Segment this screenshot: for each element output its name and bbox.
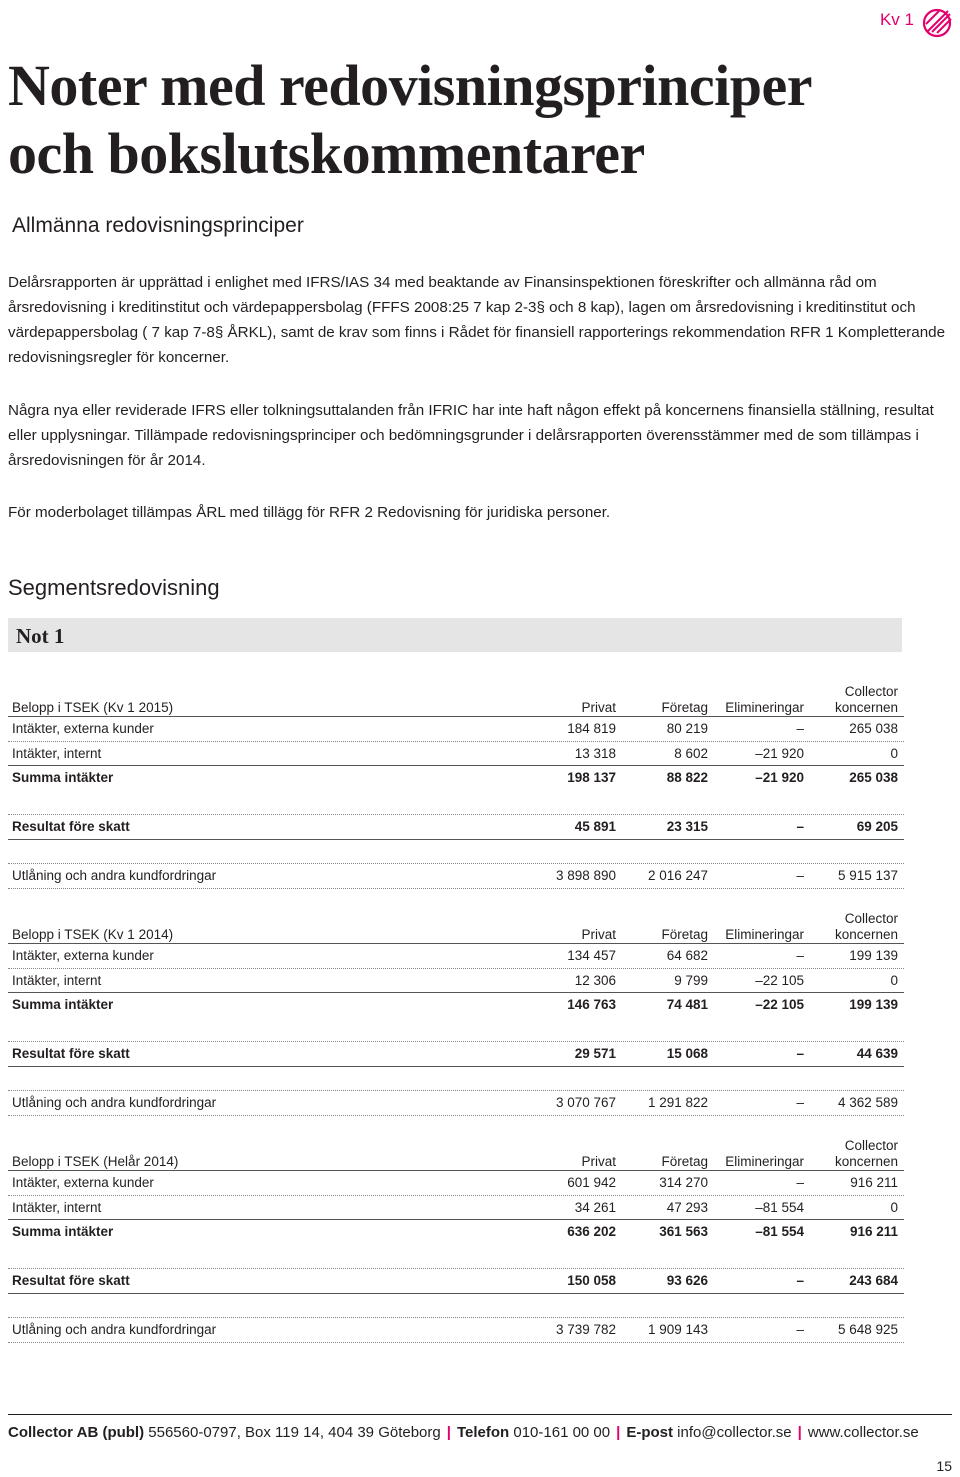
period-label: Kv 1 (879, 10, 914, 29)
row-value: 0 (890, 1199, 898, 1215)
row-value: 12 306 (574, 972, 616, 988)
table-header-row (8, 676, 904, 717)
row-value: – (796, 819, 804, 834)
column-header-elimineringar: Elimineringar (725, 700, 804, 715)
row-value: 184 819 (567, 721, 616, 736)
row-value: 0 (890, 972, 898, 988)
row-value: 64 682 (666, 948, 708, 963)
row-spacer (8, 1067, 904, 1092)
table-row-result-before-tax (8, 815, 904, 840)
row-value: 636 202 (567, 1224, 616, 1239)
page-title (8, 52, 948, 188)
table-row-lending (8, 1318, 904, 1343)
row-spacer (8, 1294, 904, 1319)
row-label: Intäkter, internt (12, 972, 102, 988)
table-row-result-before-tax (8, 1042, 904, 1067)
row-value: 74 481 (666, 997, 708, 1012)
row-value: 2 016 247 (647, 868, 708, 883)
row-value: 3 898 890 (555, 868, 616, 883)
column-header-privat: Privat (581, 700, 616, 715)
footer-email-link[interactable]: info@collector.se (677, 1424, 792, 1441)
table-row-internal (8, 969, 904, 994)
row-value: 88 822 (666, 770, 708, 785)
table-row-internal (8, 1196, 904, 1221)
row-value: 93 626 (666, 1273, 708, 1288)
row-value: –22 105 (755, 972, 804, 988)
row-label: Utlåning och andra kundfordringar (12, 868, 217, 883)
column-header-collector-koncernen (835, 1138, 898, 1170)
paragraph-3: För moderbolaget tillämpas ÅRL med tillägg för RFR 2 Redovisning för juridiska personer. (8, 504, 611, 521)
row-value: 5 648 925 (837, 1322, 898, 1337)
note-bar (8, 618, 902, 652)
paragraph-2: Några nya eller reviderade IFRS eller tolkningsuttalanden från IFRIC har inte haft någon effekt på koncernens finansiella ställning, resultat eller upplysningar. Tillämpade redovisningsprinciper och bedömningsgrunder i delårsrapporten överensstämmer med de som tillämpas i årsredovisningen för år 2014. (8, 402, 934, 469)
row-value: 150 058 (567, 1273, 616, 1288)
table-row-total-revenue (8, 1220, 904, 1245)
segment-table-q1-2014 (8, 903, 904, 1116)
page-number: 15 (936, 1458, 952, 1474)
column-header-collector: Collector (844, 684, 898, 699)
footer-separator: | (797, 1424, 802, 1441)
row-value: – (796, 868, 804, 883)
column-header-foretag: Företag (661, 700, 708, 715)
table-header-row (8, 1130, 904, 1171)
row-value: 69 205 (856, 819, 898, 834)
row-value: 314 270 (659, 1175, 708, 1190)
row-value: 45 891 (574, 819, 616, 834)
row-value: – (796, 1322, 804, 1337)
footer-phone-label: Telefon (456, 1424, 510, 1441)
column-header-collector-koncernen (835, 684, 898, 716)
row-value: 146 763 (567, 997, 616, 1012)
row-value: 361 563 (659, 1224, 708, 1239)
row-value: –22 105 (755, 997, 804, 1012)
row-label: Resultat före skatt (12, 1046, 130, 1061)
column-header-koncernen: koncernen (834, 1154, 898, 1169)
table-row-external (8, 717, 904, 742)
row-value: – (796, 721, 804, 736)
column-header-privat: Privat (581, 1154, 616, 1169)
footer-company: Collector AB (publ) (8, 1424, 145, 1441)
footer-phone: 010-161 00 00 (513, 1424, 611, 1441)
table-title: Belopp i TSEK (Helår 2014) (12, 1154, 179, 1169)
row-label: Summa intäkter (12, 997, 114, 1012)
segment-table-q1-2015 (8, 676, 904, 889)
row-value: 23 315 (666, 819, 708, 834)
row-value: 4 362 589 (837, 1095, 898, 1110)
row-value: 13 318 (574, 745, 616, 761)
row-value: 601 942 (567, 1175, 616, 1190)
row-value: –21 920 (755, 745, 804, 761)
row-label: Intäkter, externa kunder (12, 1175, 154, 1190)
page-title-line1: Noter med redovisningsprinciper (8, 53, 813, 118)
row-value: – (796, 1175, 804, 1190)
section-heading-segment: Segmentsredovisning (8, 575, 220, 600)
row-value: 265 038 (849, 721, 898, 736)
row-value: 15 068 (666, 1046, 708, 1061)
row-spacer (8, 1245, 904, 1270)
column-header-collector: Collector (844, 1138, 898, 1153)
row-value: –21 920 (755, 770, 804, 785)
row-value: 44 639 (856, 1046, 898, 1061)
row-label: Summa intäkter (12, 1224, 114, 1239)
row-value: 134 457 (567, 948, 616, 963)
row-value: – (796, 1273, 804, 1288)
row-value: 916 211 (849, 1224, 898, 1239)
row-value: 34 261 (574, 1199, 616, 1215)
row-label: Utlåning och andra kundfordringar (12, 1322, 217, 1337)
footer-web-link[interactable]: www.collector.se (807, 1424, 919, 1441)
table-row-lending (8, 1091, 904, 1116)
row-value: –81 554 (755, 1199, 804, 1215)
row-value: 9 799 (674, 972, 708, 988)
column-header-foretag: Företag (661, 1154, 708, 1169)
column-header-privat: Privat (581, 927, 616, 942)
footer-separator: | (446, 1424, 451, 1441)
footer-divider (8, 1414, 952, 1415)
column-header-collector: Collector (844, 911, 898, 926)
row-label: Intäkter, externa kunder (12, 721, 154, 736)
row-label: Utlåning och andra kundfordringar (12, 1095, 217, 1110)
row-value: 243 684 (849, 1273, 898, 1288)
row-label: Summa intäkter (12, 770, 114, 785)
row-value: 8 602 (674, 745, 708, 761)
column-header-foretag: Företag (661, 927, 708, 942)
row-value: – (796, 1046, 804, 1061)
table-row-total-revenue (8, 993, 904, 1018)
row-value: 3 070 767 (555, 1095, 616, 1110)
paragraph-1: Delårsrapporten är upprättad i enlighet med IFRS/IAS 34 med beaktande av Finansinspektionen föreskrifter och allmänna råd om årsredovisning i kreditinstitut och värdepappersbolag (FFFS 2008:25 7 kap 2-3§ och 8 kap), lagen om årsredovisning i kreditinstitut och värdepappersbolag ( 7 kap 7-8§ ÅRKL), samt de krav som finns i Rådet för finansiell rapporterings rekommendation RFR 1 Kompletterande redovisningsregler för koncerner. (8, 274, 946, 366)
row-value: 199 139 (849, 997, 898, 1012)
row-value: 0 (890, 745, 898, 761)
row-value: 1 291 822 (647, 1095, 708, 1110)
row-label: Resultat före skatt (12, 819, 130, 834)
table-title: Belopp i TSEK (Kv 1 2015) (12, 700, 174, 715)
table-row-external (8, 944, 904, 969)
segment-table-full-year-2014 (8, 1130, 904, 1343)
row-value: 198 137 (567, 770, 616, 785)
note-label: Not 1 (16, 624, 65, 648)
footer-separator: | (616, 1424, 621, 1441)
row-label: Intäkter, externa kunder (12, 948, 154, 963)
row-spacer (8, 840, 904, 865)
page-title-line2: och bokslutskommentarer (8, 121, 645, 186)
footer-email-label: E-post (626, 1424, 673, 1441)
row-value: 199 139 (849, 948, 898, 963)
column-header-elimineringar: Elimineringar (725, 927, 804, 942)
collector-logo-icon (922, 4, 954, 42)
column-header-collector-koncernen (835, 911, 898, 943)
row-label: Resultat före skatt (12, 1273, 130, 1288)
row-value: – (796, 948, 804, 963)
table-row-result-before-tax (8, 1269, 904, 1294)
row-value: 1 909 143 (647, 1322, 708, 1337)
column-header-koncernen: koncernen (834, 927, 898, 942)
row-value: 3 739 782 (555, 1322, 616, 1337)
row-value: 29 571 (574, 1046, 616, 1061)
row-spacer (8, 791, 904, 816)
row-label: Intäkter, internt (12, 1199, 102, 1215)
table-title: Belopp i TSEK (Kv 1 2014) (12, 927, 174, 942)
footer (8, 1424, 958, 1441)
footer-address: 556560-0797, Box 119 14, 404 39 Göteborg (148, 1424, 441, 1441)
row-value: 5 915 137 (837, 868, 898, 883)
column-header-elimineringar: Elimineringar (725, 1154, 804, 1169)
table-row-external (8, 1171, 904, 1196)
row-value: 80 219 (666, 721, 708, 736)
section-heading-general: Allmänna redovisningsprinciper (12, 214, 304, 237)
table-row-lending (8, 864, 904, 889)
row-value: 265 038 (849, 770, 898, 785)
row-value: 47 293 (666, 1199, 708, 1215)
table-row-total-revenue (8, 766, 904, 791)
row-value: – (796, 1095, 804, 1110)
row-spacer (8, 1018, 904, 1043)
row-value: 916 211 (850, 1175, 898, 1190)
column-header-koncernen: koncernen (834, 700, 898, 715)
row-value: –81 554 (755, 1224, 804, 1239)
table-header-row (8, 903, 904, 944)
row-label: Intäkter, internt (12, 745, 102, 761)
table-row-internal (8, 742, 904, 767)
